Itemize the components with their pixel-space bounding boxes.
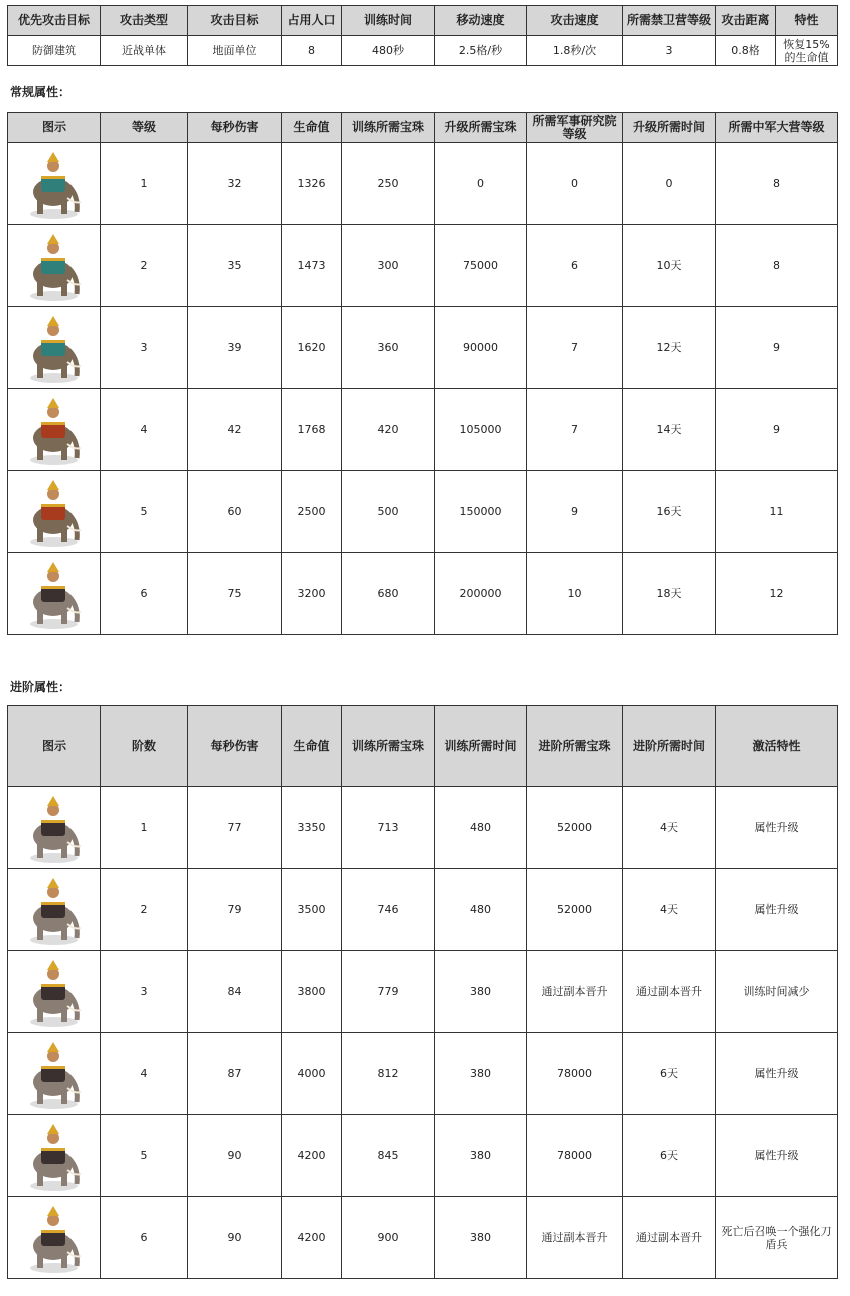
- table-cell: 16天: [623, 471, 716, 553]
- table-cell: 通过副本晋升: [527, 951, 623, 1033]
- summary-header: 移动速度: [435, 6, 527, 36]
- table-cell: 4200: [282, 1197, 342, 1279]
- summary-header: 攻击类型: [101, 6, 188, 36]
- table-cell: 32: [188, 143, 282, 225]
- summary-value: 防御建筑: [8, 36, 101, 66]
- regular-header: 每秒伤害: [188, 113, 282, 143]
- table-cell: 1: [101, 787, 188, 869]
- table-cell: 200000: [435, 553, 527, 635]
- advanced-header: 图示: [8, 706, 101, 787]
- table-cell: 4天: [623, 787, 716, 869]
- table-cell: 746: [342, 869, 435, 951]
- advanced-header: 阶数: [101, 706, 188, 787]
- table-cell: 812: [342, 1033, 435, 1115]
- table-cell: 8: [716, 225, 838, 307]
- table-cell: 779: [342, 951, 435, 1033]
- table-cell: 1473: [282, 225, 342, 307]
- table-cell: 1326: [282, 143, 342, 225]
- table-cell: 7: [527, 389, 623, 471]
- table-cell: 通过副本晋升: [623, 951, 716, 1033]
- advanced-header: 进阶所需时间: [623, 706, 716, 787]
- table-row: [8, 553, 838, 635]
- regular-header-row: [8, 113, 838, 143]
- table-cell: 380: [435, 1115, 527, 1197]
- table-cell: 77: [188, 787, 282, 869]
- unit-image-cell: [8, 143, 101, 225]
- table-cell: 52000: [527, 869, 623, 951]
- war-elephant-icon: [10, 790, 98, 866]
- advanced-header: 每秒伤害: [188, 706, 282, 787]
- advanced-header-row: [8, 706, 838, 787]
- war-elephant-icon: [10, 1036, 98, 1112]
- elephant-rider-icon: [10, 228, 98, 304]
- table-cell: 79: [188, 869, 282, 951]
- table-cell: 4: [101, 389, 188, 471]
- table-cell: 9: [716, 389, 838, 471]
- table-cell: 90: [188, 1115, 282, 1197]
- table-cell: 150000: [435, 471, 527, 553]
- table-cell: 训练时间减少: [716, 951, 838, 1033]
- summary-value: 2.5格/秒: [435, 36, 527, 66]
- table-row: [8, 1115, 838, 1197]
- table-row: [8, 307, 838, 389]
- table-cell: 250: [342, 143, 435, 225]
- table-cell: 380: [435, 1033, 527, 1115]
- table-cell: 4000: [282, 1033, 342, 1115]
- summary-value: 480秒: [342, 36, 435, 66]
- table-cell: 1768: [282, 389, 342, 471]
- advanced-header: 训练所需宝珠: [342, 706, 435, 787]
- table-cell: 900: [342, 1197, 435, 1279]
- unit-image-cell: [8, 553, 101, 635]
- regular-body: [8, 143, 838, 635]
- table-cell: 380: [435, 1197, 527, 1279]
- advanced-header: 训练所需时间: [435, 706, 527, 787]
- war-elephant-icon: [10, 1118, 98, 1194]
- table-cell: 4200: [282, 1115, 342, 1197]
- table-cell: 属性升级: [716, 1033, 838, 1115]
- summary-value: 0.8格: [716, 36, 776, 66]
- table-cell: 4天: [623, 869, 716, 951]
- table-cell: 52000: [527, 787, 623, 869]
- summary-header: 攻击速度: [527, 6, 623, 36]
- unit-image-cell: [8, 787, 101, 869]
- table-cell: 6: [527, 225, 623, 307]
- table-cell: 12: [716, 553, 838, 635]
- table-cell: 6天: [623, 1033, 716, 1115]
- table-cell: 0: [435, 143, 527, 225]
- table-cell: 5: [101, 1115, 188, 1197]
- table-cell: 6: [101, 1197, 188, 1279]
- table-row: [8, 869, 838, 951]
- unit-image-cell: [8, 307, 101, 389]
- summary-value: 3: [623, 36, 716, 66]
- table-cell: 9: [527, 471, 623, 553]
- war-elephant-icon: [10, 954, 98, 1030]
- table-cell: 35: [188, 225, 282, 307]
- regular-header: 所需军事研究院等级: [527, 113, 623, 143]
- unit-image-cell: [8, 1197, 101, 1279]
- table-cell: 78000: [527, 1115, 623, 1197]
- advanced-header: 进阶所需宝珠: [527, 706, 623, 787]
- summary-table: [7, 5, 838, 66]
- regular-section-title: 常规属性：: [10, 85, 71, 99]
- unit-image-cell: [8, 869, 101, 951]
- summary-header-row: [8, 6, 838, 36]
- elephant-rider-icon: [10, 392, 98, 468]
- summary-header: 优先攻击目标: [8, 6, 101, 36]
- table-row: [8, 1197, 838, 1279]
- table-cell: 3: [101, 951, 188, 1033]
- table-cell: 360: [342, 307, 435, 389]
- table-cell: 2: [101, 869, 188, 951]
- table-cell: 3800: [282, 951, 342, 1033]
- summary-value: 恢复15%的生命值: [776, 36, 838, 66]
- table-cell: 713: [342, 787, 435, 869]
- table-cell: 3: [101, 307, 188, 389]
- table-cell: 1620: [282, 307, 342, 389]
- table-cell: 87: [188, 1033, 282, 1115]
- table-cell: 10天: [623, 225, 716, 307]
- table-cell: 10: [527, 553, 623, 635]
- table-cell: 3500: [282, 869, 342, 951]
- advanced-header: 激活特性: [716, 706, 838, 787]
- unit-image-cell: [8, 951, 101, 1033]
- advanced-attributes-table: [7, 705, 838, 1279]
- advanced-section-title: 进阶属性：: [10, 680, 71, 694]
- summary-header: 攻击距离: [716, 6, 776, 36]
- table-cell: 680: [342, 553, 435, 635]
- summary-header: 占用人口: [282, 6, 342, 36]
- table-cell: 3350: [282, 787, 342, 869]
- table-cell: 0: [527, 143, 623, 225]
- table-cell: 6天: [623, 1115, 716, 1197]
- table-cell: 75000: [435, 225, 527, 307]
- table-cell: 属性升级: [716, 1115, 838, 1197]
- table-cell: 通过副本晋升: [527, 1197, 623, 1279]
- unit-image-cell: [8, 1115, 101, 1197]
- regular-attributes-table: [7, 112, 838, 635]
- advanced-header: 生命值: [282, 706, 342, 787]
- table-cell: 90: [188, 1197, 282, 1279]
- table-row: [8, 143, 838, 225]
- summary-value: 8: [282, 36, 342, 66]
- table-cell: 死亡后召唤一个强化刀盾兵: [716, 1197, 838, 1279]
- table-cell: 1: [101, 143, 188, 225]
- table-row: [8, 389, 838, 471]
- summary-value: 近战单体: [101, 36, 188, 66]
- table-cell: 4: [101, 1033, 188, 1115]
- regular-header: 等级: [101, 113, 188, 143]
- table-cell: 480: [435, 869, 527, 951]
- regular-header: 图示: [8, 113, 101, 143]
- summary-header: 所需禁卫营等级: [623, 6, 716, 36]
- table-cell: 39: [188, 307, 282, 389]
- summary-value-row: [8, 36, 838, 66]
- table-cell: 60: [188, 471, 282, 553]
- table-cell: 500: [342, 471, 435, 553]
- unit-image-cell: [8, 471, 101, 553]
- table-cell: 300: [342, 225, 435, 307]
- war-elephant-icon: [10, 1200, 98, 1276]
- table-row: [8, 951, 838, 1033]
- elephant-rider-icon: [10, 146, 98, 222]
- table-cell: 6: [101, 553, 188, 635]
- table-cell: 0: [623, 143, 716, 225]
- summary-value: 1.8秒/次: [527, 36, 623, 66]
- table-cell: 属性升级: [716, 787, 838, 869]
- table-cell: 42: [188, 389, 282, 471]
- war-elephant-icon: [10, 556, 98, 632]
- table-row: [8, 471, 838, 553]
- table-row: [8, 225, 838, 307]
- table-cell: 420: [342, 389, 435, 471]
- table-cell: 8: [716, 143, 838, 225]
- summary-header: 训练时间: [342, 6, 435, 36]
- table-cell: 2500: [282, 471, 342, 553]
- table-cell: 84: [188, 951, 282, 1033]
- table-cell: 9: [716, 307, 838, 389]
- table-cell: 11: [716, 471, 838, 553]
- table-cell: 属性升级: [716, 869, 838, 951]
- table-cell: 18天: [623, 553, 716, 635]
- table-cell: 380: [435, 951, 527, 1033]
- table-cell: 7: [527, 307, 623, 389]
- table-cell: 14天: [623, 389, 716, 471]
- table-cell: 3200: [282, 553, 342, 635]
- war-elephant-icon: [10, 872, 98, 948]
- table-row: [8, 787, 838, 869]
- table-cell: 845: [342, 1115, 435, 1197]
- advanced-body: [8, 787, 838, 1279]
- table-cell: 90000: [435, 307, 527, 389]
- table-cell: 5: [101, 471, 188, 553]
- unit-image-cell: [8, 389, 101, 471]
- table-cell: 12天: [623, 307, 716, 389]
- regular-header: 训练所需宝珠: [342, 113, 435, 143]
- elephant-rider-icon: [10, 310, 98, 386]
- regular-header: 所需中军大营等级: [716, 113, 838, 143]
- table-cell: 通过副本晋升: [623, 1197, 716, 1279]
- regular-header: 生命值: [282, 113, 342, 143]
- unit-image-cell: [8, 225, 101, 307]
- unit-image-cell: [8, 1033, 101, 1115]
- table-cell: 2: [101, 225, 188, 307]
- elephant-rider-icon: [10, 474, 98, 550]
- summary-value: 地面单位: [188, 36, 282, 66]
- table-cell: 105000: [435, 389, 527, 471]
- table-cell: 480: [435, 787, 527, 869]
- table-cell: 78000: [527, 1033, 623, 1115]
- regular-header: 升级所需时间: [623, 113, 716, 143]
- regular-header: 升级所需宝珠: [435, 113, 527, 143]
- summary-header: 攻击目标: [188, 6, 282, 36]
- table-row: [8, 1033, 838, 1115]
- table-cell: 75: [188, 553, 282, 635]
- summary-header: 特性: [776, 6, 838, 36]
